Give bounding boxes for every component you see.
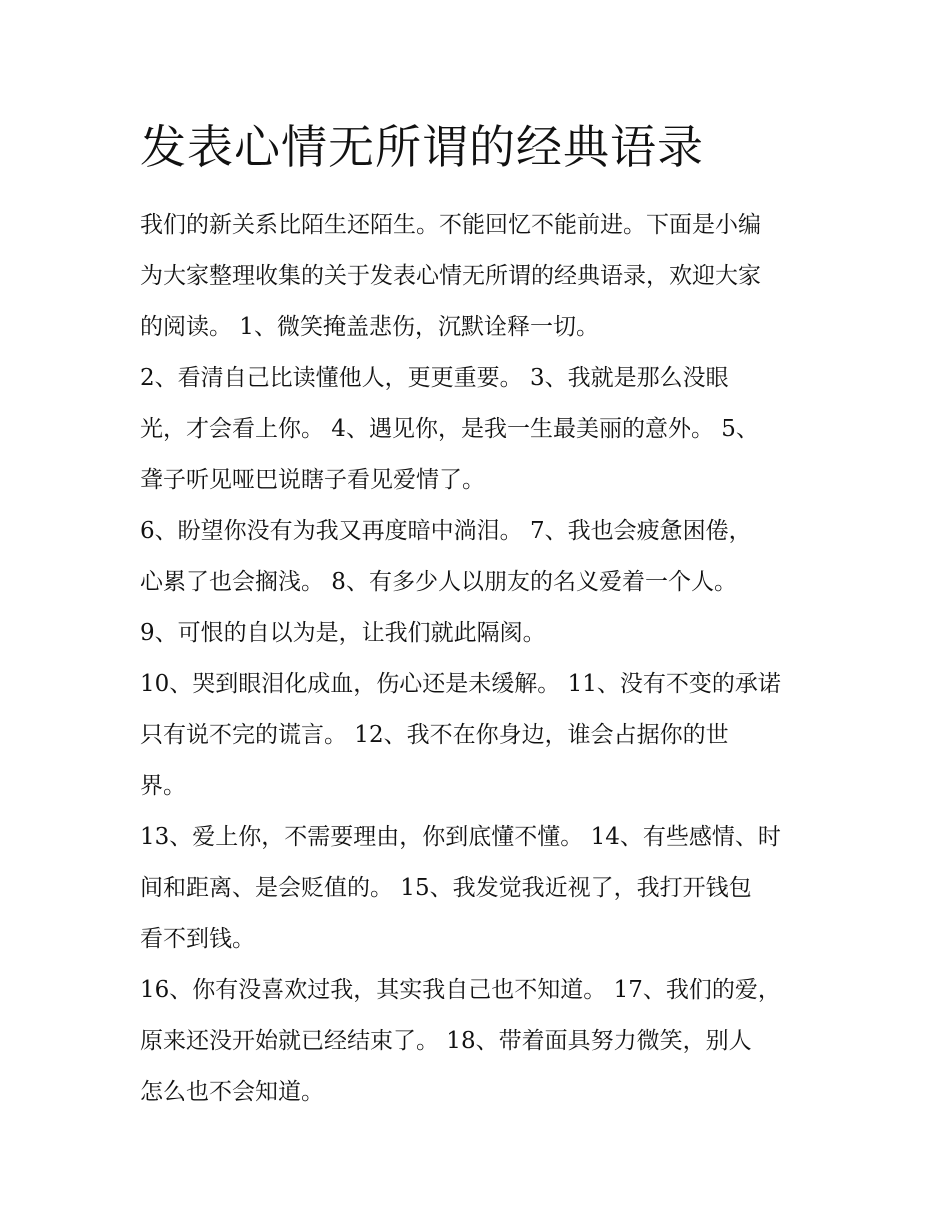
text-line: 10、哭到眼泪化成血，伤心还是未缓解。 11、没有不变的承诺 bbox=[140, 671, 781, 697]
text-line: 为大家整理收集的关于发表心情无所谓的经典语录，欢迎大家 bbox=[140, 263, 761, 289]
paragraph bbox=[140, 200, 830, 353]
paragraph bbox=[140, 353, 830, 506]
document-body bbox=[140, 200, 830, 1118]
text-line: 2、看清自己比读懂他人，更更重要。 3、我就是那么没眼 bbox=[140, 365, 729, 391]
text-line: 光，才会看上你。 4、遇见你，是我一生最美丽的意外。 5、 bbox=[140, 416, 759, 442]
text-line: 16、你有没喜欢过我，其实我自己也不知道。 17、我们的爱， bbox=[140, 977, 781, 1003]
text-line: 9、可恨的自以为是，让我们就此隔阂。 bbox=[140, 620, 546, 646]
text-line: 心累了也会搁浅。 8、有多少人以朋友的名义爱着一个人。 bbox=[140, 569, 737, 595]
paragraph bbox=[140, 506, 830, 608]
text-line: 看不到钱。 bbox=[140, 926, 255, 952]
paragraph bbox=[140, 965, 830, 1118]
document-title: 发表心情无所谓的经典语录 bbox=[140, 120, 704, 174]
paragraph bbox=[140, 659, 830, 812]
text-line: 6、盼望你没有为我又再度暗中淌泪。 7、我也会疲惫困倦， bbox=[140, 518, 752, 544]
text-line: 间和距离、是会贬值的。 15、我发觉我近视了，我打开钱包 bbox=[140, 875, 752, 901]
text-line: 界。 bbox=[140, 773, 186, 799]
text-line: 只有说不完的谎言。 12、我不在你身边，谁会占据你的世 bbox=[140, 722, 729, 748]
text-line: 13、爱上你，不需要理由，你到底懂不懂。 14、有些感情、时 bbox=[140, 824, 781, 850]
paragraph bbox=[140, 812, 830, 965]
text-line: 我们的新关系比陌生还陌生。不能回忆不能前进。下面是小编 bbox=[140, 212, 761, 238]
text-line: 怎么也不会知道。 bbox=[140, 1079, 324, 1105]
text-line: 的阅读。 1、微笑掩盖悲伤，沉默诠释一切。 bbox=[140, 314, 599, 340]
document-page bbox=[140, 112, 830, 1118]
text-line: 聋子听见哑巴说瞎子看见爱情了。 bbox=[140, 467, 485, 493]
paragraph bbox=[140, 608, 830, 659]
text-line: 原来还没开始就已经结束了。 18、带着面具努力微笑，别人 bbox=[140, 1028, 752, 1054]
